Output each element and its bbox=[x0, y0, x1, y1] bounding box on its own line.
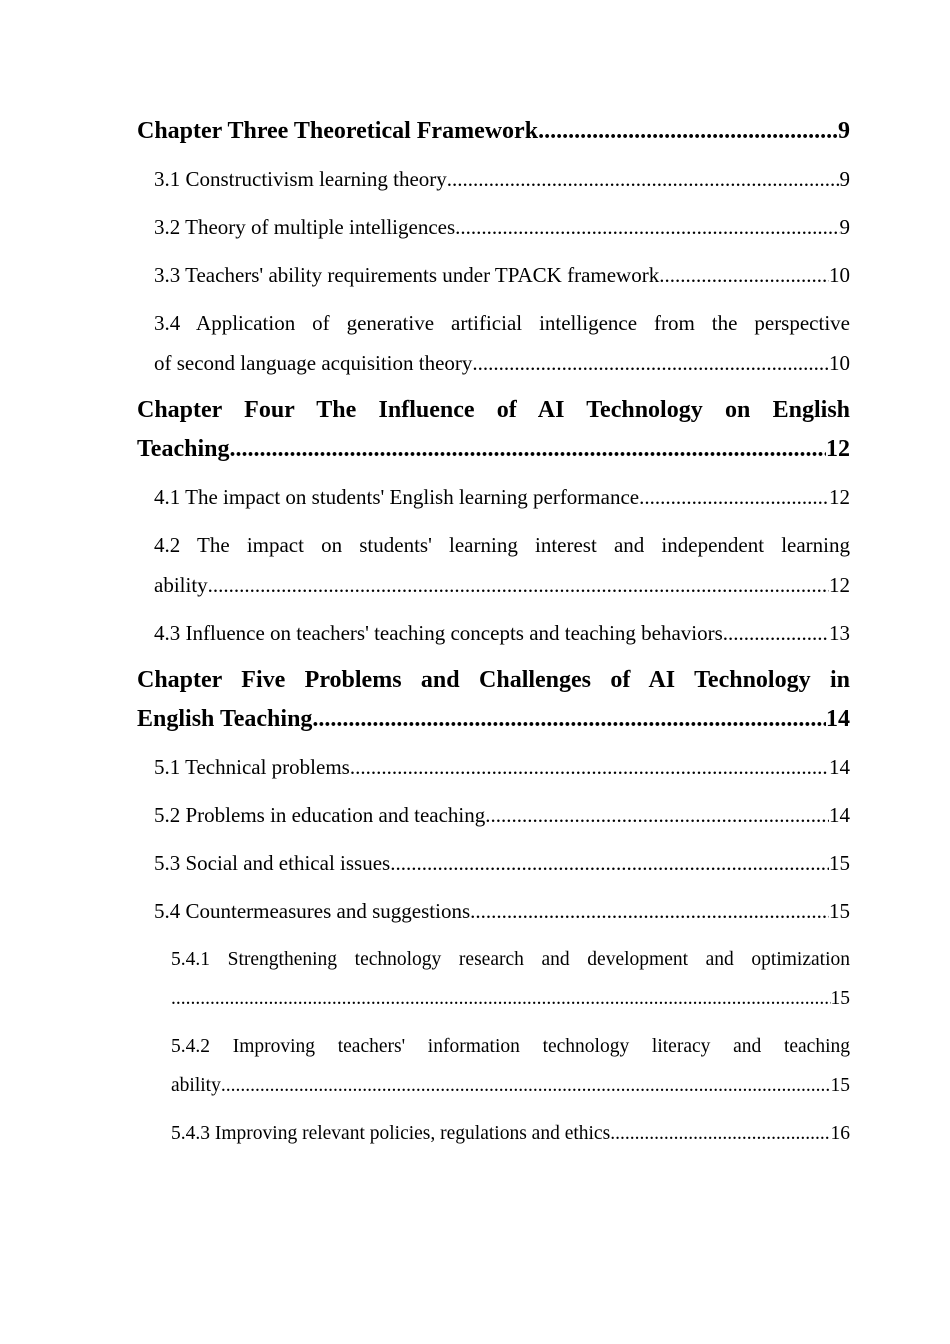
toc-page-number: 9 bbox=[838, 118, 850, 144]
toc-page-number: 13 bbox=[829, 621, 850, 645]
dot-leader bbox=[208, 565, 829, 605]
dot-leader bbox=[485, 795, 829, 835]
toc-entry-title-line2: ability bbox=[171, 1075, 221, 1096]
toc-entry-title-line2: ability bbox=[154, 573, 208, 597]
toc-entry-5-2[interactable] bbox=[137, 795, 850, 835]
dot-leader bbox=[221, 1066, 831, 1105]
toc-entry-title: 3.1 Constructivism learning theory bbox=[154, 167, 447, 191]
toc-entry-title-line1: 4.2 The impact on students' learning interest and independent learning bbox=[154, 533, 850, 557]
toc-entry-title: 4.3 Influence on teachers' teaching concepts and teaching behaviors bbox=[154, 621, 723, 645]
toc-entry-title-line2: Teaching bbox=[137, 436, 230, 462]
toc-entry-5-4-1[interactable] bbox=[137, 940, 850, 1018]
toc-entry-title-line1: Chapter Four The Influence of AI Technology on English bbox=[137, 397, 850, 423]
toc-page-number: 14 bbox=[829, 755, 850, 779]
toc-entry-5-4-2[interactable] bbox=[137, 1027, 850, 1105]
dot-leader bbox=[610, 1114, 830, 1153]
toc-page-number: 12 bbox=[826, 436, 850, 462]
dot-leader bbox=[455, 207, 839, 247]
toc-page-number: 15 bbox=[830, 988, 850, 1009]
toc-entry-5-3[interactable] bbox=[137, 843, 850, 883]
toc-page-number: 10 bbox=[829, 351, 850, 375]
dot-leader bbox=[390, 843, 829, 883]
toc-entry-title: 5.1 Technical problems bbox=[154, 755, 350, 779]
toc-entry-title-line2: English Teaching bbox=[137, 706, 313, 732]
toc-entry-chapter-three[interactable] bbox=[137, 112, 850, 151]
toc-entry-title: Chapter Three Theoretical Framework bbox=[137, 118, 539, 144]
toc-entry-3-4[interactable] bbox=[137, 303, 850, 383]
toc-entry-title: 5.3 Social and ethical issues bbox=[154, 851, 391, 875]
toc-entry-5-4[interactable] bbox=[137, 891, 850, 931]
table-of-contents bbox=[137, 112, 850, 1153]
toc-page-number: 15 bbox=[829, 851, 850, 875]
toc-page-number: 14 bbox=[826, 706, 850, 732]
toc-entry-title-line1: 5.4.2 Improving teachers' information technology literacy and teaching bbox=[171, 1036, 850, 1057]
dot-leader bbox=[723, 613, 829, 653]
toc-entry-3-2[interactable] bbox=[137, 207, 850, 247]
toc-entry-title: 5.4 Countermeasures and suggestions bbox=[154, 899, 471, 923]
toc-page-number: 12 bbox=[829, 485, 850, 509]
dot-leader bbox=[470, 891, 829, 931]
toc-page-number: 15 bbox=[829, 899, 850, 923]
toc-entry-4-1[interactable] bbox=[137, 477, 850, 517]
toc-page-number: 15 bbox=[830, 1075, 850, 1096]
toc-entry-title-line1: 3.4 Application of generative artificial intelligence from the perspective bbox=[154, 311, 850, 335]
dot-leader bbox=[229, 430, 826, 469]
dot-leader bbox=[639, 477, 829, 517]
toc-page-number: 9 bbox=[839, 167, 850, 191]
dot-leader bbox=[171, 979, 831, 1018]
toc-entry-4-2[interactable] bbox=[137, 525, 850, 605]
toc-entry-4-3[interactable] bbox=[137, 613, 850, 653]
toc-page-number: 14 bbox=[829, 803, 850, 827]
toc-entry-chapter-four[interactable] bbox=[137, 391, 850, 469]
toc-entry-title-line1: 5.4.1 Strengthening technology research and development and optimization bbox=[171, 949, 850, 970]
toc-page-number: 10 bbox=[829, 263, 850, 287]
toc-entry-title: 5.4.3 Improving relevant policies, regulations and ethics bbox=[171, 1123, 611, 1144]
toc-entry-5-4-3[interactable] bbox=[137, 1114, 850, 1153]
dot-leader bbox=[350, 747, 829, 787]
toc-entry-title: 4.1 The impact on students' English learning performance bbox=[154, 485, 640, 509]
toc-entry-title: 3.2 Theory of multiple intelligences bbox=[154, 215, 456, 239]
dot-leader bbox=[538, 112, 838, 151]
toc-entry-title-line2: of second language acquisition theory bbox=[154, 351, 473, 375]
toc-entry-title: 5.2 Problems in education and teaching bbox=[154, 803, 486, 827]
toc-page-number: 16 bbox=[830, 1123, 850, 1144]
toc-entry-3-3[interactable] bbox=[137, 255, 850, 295]
toc-page-number: 12 bbox=[829, 573, 850, 597]
toc-entry-5-1[interactable] bbox=[137, 747, 850, 787]
toc-entry-3-1[interactable] bbox=[137, 159, 850, 199]
toc-entry-title: 3.3 Teachers' ability requirements under TPACK framework bbox=[154, 263, 660, 287]
dot-leader bbox=[447, 159, 840, 199]
toc-page-number: 9 bbox=[839, 215, 850, 239]
dot-leader bbox=[312, 700, 826, 739]
dot-leader bbox=[472, 343, 829, 383]
dot-leader bbox=[659, 255, 829, 295]
toc-entry-title-line1: Chapter Five Problems and Challenges of AI Technology in bbox=[137, 667, 850, 693]
toc-entry-chapter-five[interactable] bbox=[137, 661, 850, 739]
